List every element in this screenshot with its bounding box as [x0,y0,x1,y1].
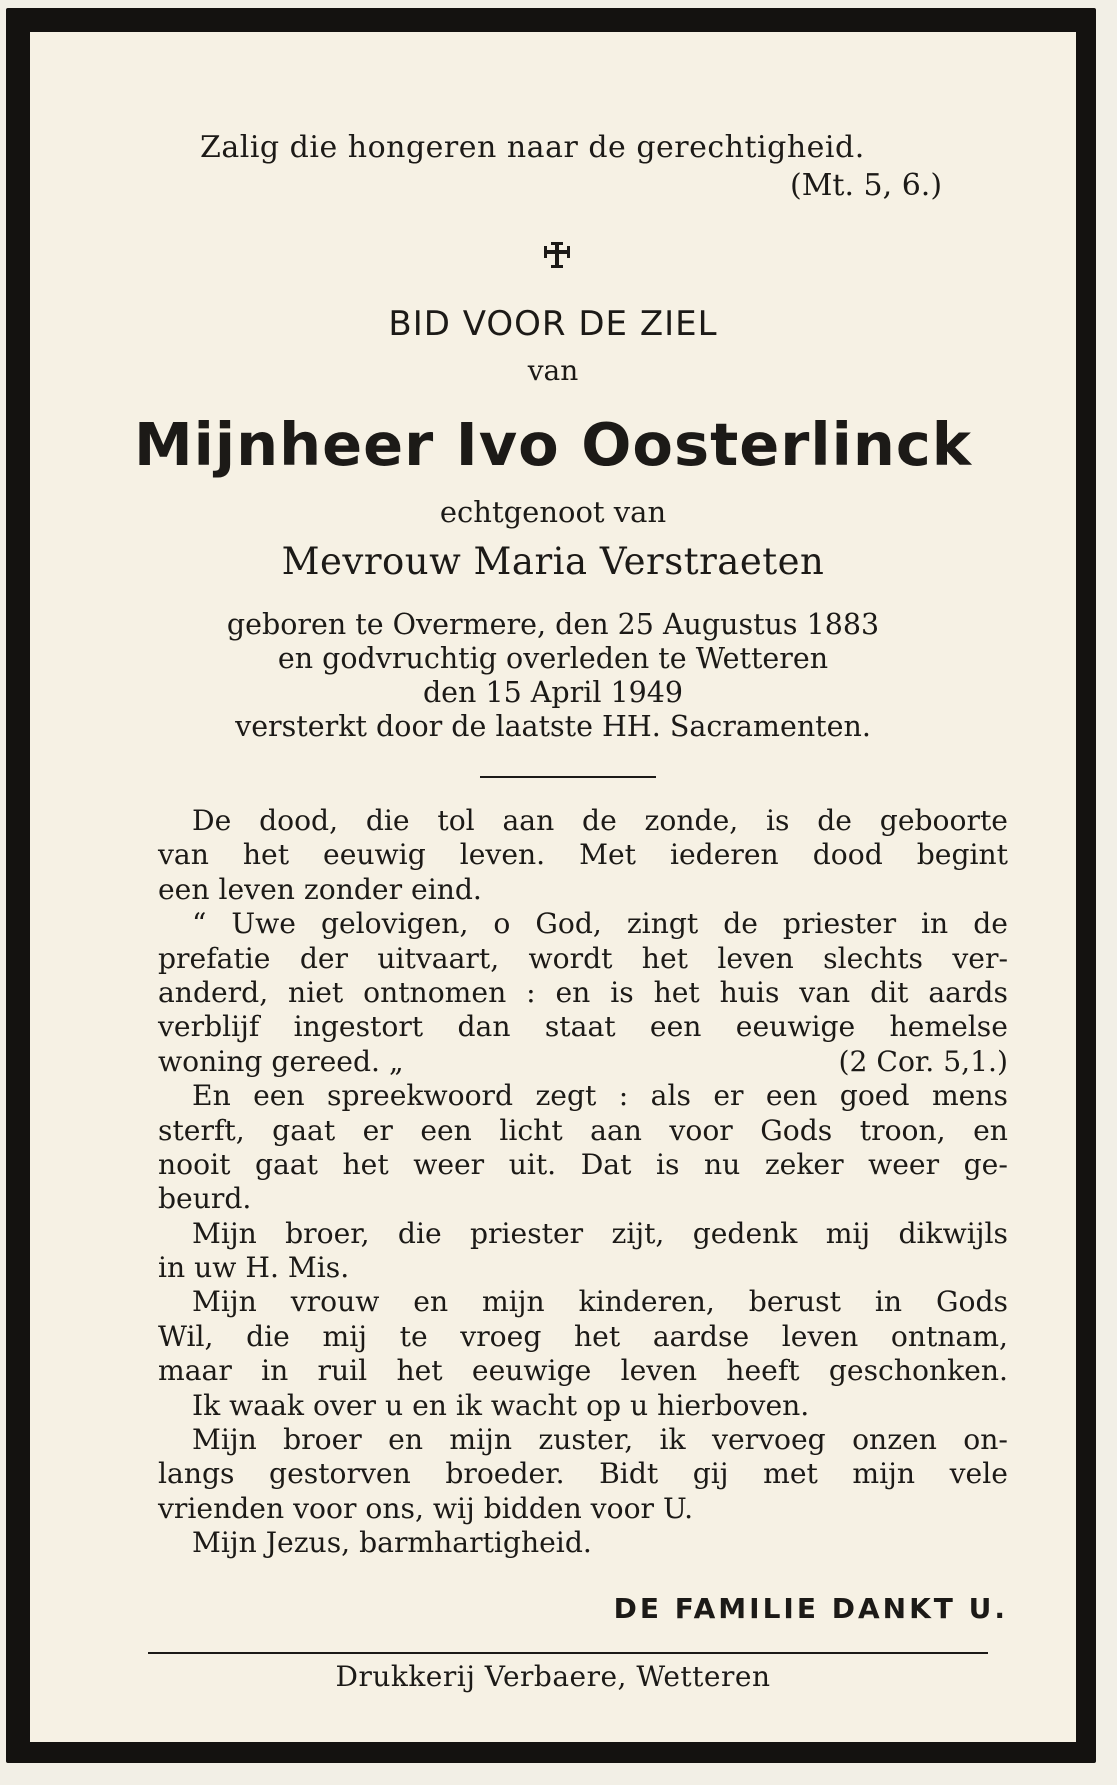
body-line: Mijn vrouw en mijn kinderen, berust in Gods [192,1285,1008,1319]
memorial-card [30,32,1076,1742]
body-line: Ik waak over u en ik wacht op u hierboven. [192,1388,810,1422]
printer-credit: Drukkerij Verbaere, Wetteren [335,1660,771,1693]
spouse-label: echtgenoot van [439,495,667,529]
body-line: nooit gaat het weer uit. Dat is nu zeker weer ge- [158,1147,1008,1181]
body-line: Mijn Jezus, barmhartigheid. [192,1526,592,1560]
body-line: verblijf ingestort dan staat een eeuwige hemelse [158,1010,1008,1044]
life-details [30,608,1076,744]
body-line: De dood, die tol aan de zonde, is de geboorte [192,804,1008,837]
body-line: woning gereed. „ (2 Cor. 5,1.) [158,1044,1008,1078]
body-line: vrienden voor ons, wij bidden voor U. [158,1491,694,1525]
divider-short [480,776,656,778]
spouse-name: Mevrouw Maria Verstraeten [281,540,825,583]
body-text [158,804,1008,1561]
body-line: Mijn broer en mijn zuster, ik vervoeg onzen on- [192,1423,1008,1457]
divider-long [148,1652,988,1654]
body-line: van het eeuwig leven. Met iederen dood begint [158,838,1008,872]
bible-verse-reference: (Mt. 5, 6.) [790,168,943,203]
cross-potent-icon [542,240,572,270]
body-line: sterft, gaat er een licht aan voor Gods troon, en [158,1113,1008,1147]
body-line: Mijn broer, die priester zijt, gedenk mij dikwijls [192,1216,1008,1250]
body-line: een leven zonder eind. [158,872,482,906]
body-line: beurd. [158,1182,252,1216]
sacraments-line: versterkt door de laatste HH. Sacramenten. [235,710,871,743]
van-text: van [527,354,579,387]
family-thanks: DE FAMILIE DANKT U. [613,1592,1008,1625]
death-date-line: den 15 April 1949 [422,676,684,709]
memorial-card-border [6,8,1096,1763]
bible-verse: Zalig die hongeren naar de gerechtigheid. [200,130,865,165]
body-line: maar in ruil het eeuwige leven heeft geschonken. [158,1354,1008,1388]
body-line: “ Uwe gelovigen, o God, zingt de priester in de [192,907,1008,941]
body-line: En een spreekwoord zegt : als er een goed mens [192,1079,1008,1113]
birth-line: geboren te Overmere, den 25 Augustus 1883 [226,608,880,641]
death-place-line: en godvruchtig overleden te Wetteren [277,642,829,675]
body-line: in uw H. Mis. [158,1251,350,1285]
body-line: anderd, niet ontnomen : en is het huis van dit aards [158,975,1008,1009]
deceased-name: Mijnheer Ivo Oosterlinck [133,410,973,479]
prayer-title: BID VOOR DE ZIEL [388,304,718,344]
body-line: Wil, die mij te vroeg het aardse leven ontnam, [158,1319,1008,1353]
body-line: langs gestorven broeder. Bidt gij met mijn vele [158,1457,1008,1491]
body-line: prefatie der uitvaart, wordt het leven slechts ver- [158,941,1008,975]
